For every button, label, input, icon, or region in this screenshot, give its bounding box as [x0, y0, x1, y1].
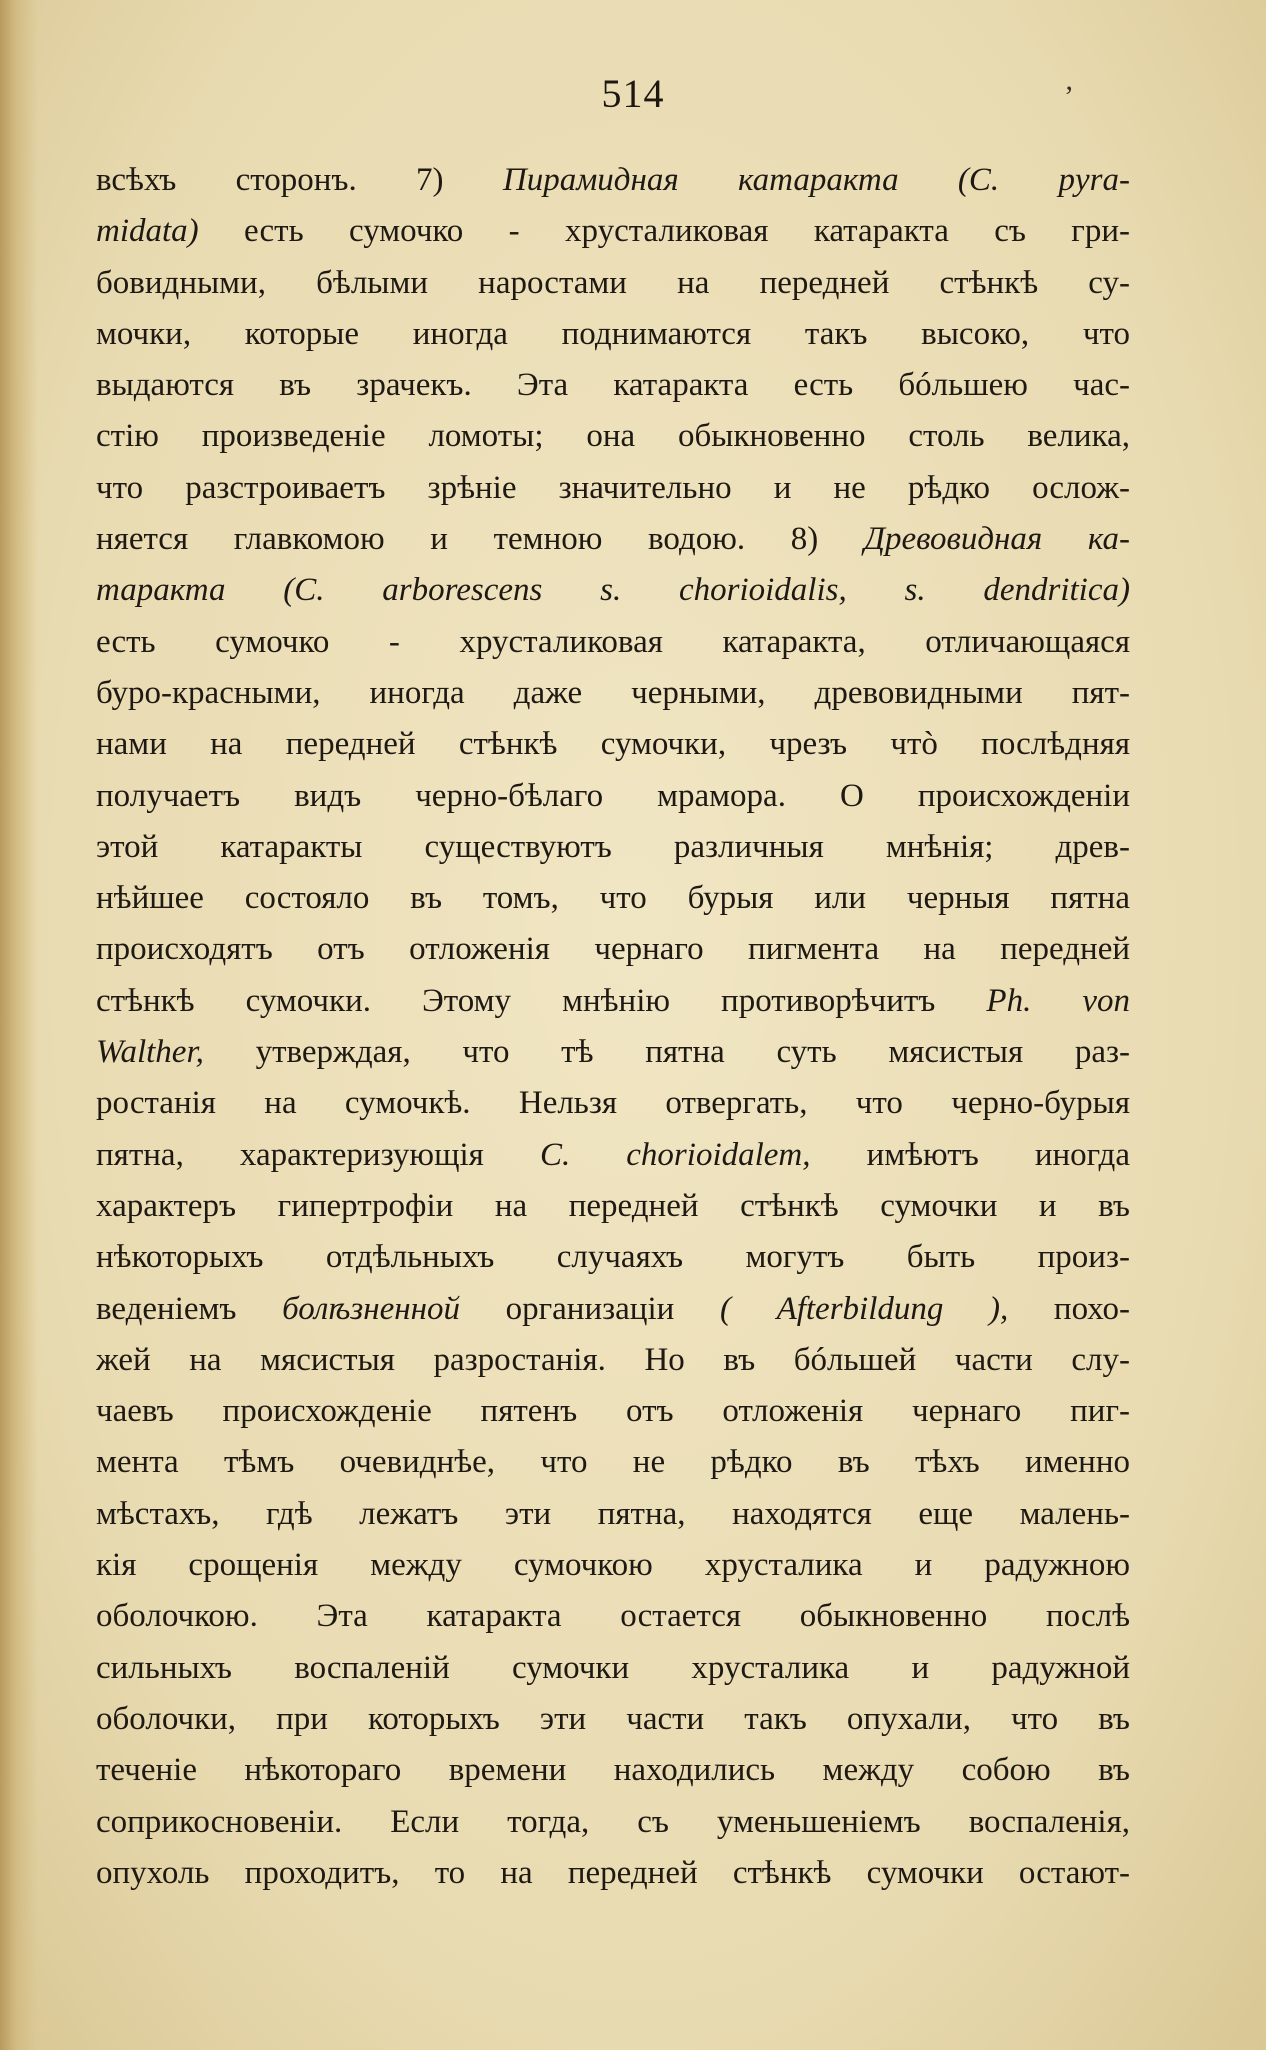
text-line [96, 976, 1130, 1027]
italic-text-run: C. chorioidalem, [539, 1136, 811, 1173]
text-line [96, 411, 1130, 462]
text-line [96, 1745, 1130, 1796]
text-run: бовидными, бѣлыми наростами на передней стѣнкѣ су- [96, 264, 1130, 301]
text-line [96, 309, 1130, 360]
text-run: пятна, характеризующія [96, 1136, 540, 1173]
text-run: соприкосновеніи. Если тогда, съ уменьшеніемъ воспаленія, [96, 1803, 1130, 1840]
text-run: что разстроиваетъ зрѣніе значительно и не рѣдко ослож- [96, 469, 1130, 506]
text-line [96, 565, 1130, 616]
text-line [96, 1335, 1130, 1386]
italic-text-run: Walther, [96, 1034, 204, 1071]
text-line [96, 1130, 1130, 1181]
text-run: этой катаракты существуютъ различныя мнѣнія; древ- [96, 828, 1130, 865]
text-run: всѣхъ сторонъ. 7) [96, 162, 503, 198]
body-text [96, 155, 1130, 1899]
text-run: мѣстахъ, гдѣ лежатъ эти пятна, находятся еще малень- [96, 1495, 1130, 1532]
text-line [96, 617, 1130, 668]
text-line [96, 1848, 1130, 1899]
italic-text-run: Древовидная ка- [863, 521, 1130, 558]
text-run: происходятъ отъ отложенія чернаго пигмента на передней [96, 931, 1130, 968]
text-line [96, 1591, 1130, 1642]
text-run: веденіемъ [96, 1290, 283, 1327]
text-run: организаціи [459, 1290, 720, 1327]
text-run: оболочкою. Эта катаракта остается обыкновенно послѣ [96, 1598, 1130, 1635]
text-run: есть сумочко - хрусталиковая катаракта съ гри- [198, 213, 1130, 250]
text-run: кія срощенія между сумочкою хрусталика и радужною [96, 1547, 1130, 1584]
text-run: мочки, которые иногда поднимаются такъ высоко, что [96, 315, 1130, 352]
text-run: ростанія на сумочкѣ. Нельзя отвергать, что черно-бурыя [96, 1085, 1130, 1122]
text-run: мента тѣмъ очевиднѣе, что не рѣдко въ тѣхъ именно [96, 1444, 1130, 1481]
text-line [96, 206, 1130, 257]
italic-text-run: midata) [96, 213, 199, 250]
text-run: теченіе нѣкотораго времени находились между собою въ [96, 1752, 1130, 1789]
italic-text-run: болѣзненной [282, 1290, 460, 1327]
text-line [96, 719, 1130, 770]
text-run: сильныхъ воспаленій сумочки хрусталика и радужной [96, 1649, 1130, 1686]
text-run: выдаются въ зрачекъ. Эта катаракта есть бóльшею час- [96, 367, 1130, 404]
text-line [96, 1284, 1130, 1335]
italic-text-run: Ph. von [986, 982, 1130, 1019]
text-line [96, 924, 1130, 975]
text-run: похо- [1008, 1290, 1130, 1327]
text-line [96, 463, 1130, 514]
corner-mark: ’ [1064, 80, 1074, 113]
text-line [96, 1437, 1130, 1488]
text-run: опухоль проходитъ, то на передней стѣнкѣ сумочки остают- [96, 1854, 1130, 1891]
text-run: буро-красными, иногда даже черными, древовидными пят- [96, 674, 1130, 711]
text-run: характеръ гипертрофіи на передней стѣнкѣ сумочки и въ [96, 1187, 1130, 1224]
text-line [96, 873, 1130, 924]
text-run: имѣютъ иногда [810, 1136, 1130, 1173]
text-line [96, 771, 1130, 822]
text-line [96, 1078, 1130, 1129]
italic-text-run: Пирамидная катаракта (C. pyra- [502, 162, 1130, 198]
text-line [96, 1386, 1130, 1437]
italic-text-run: таракта (C. arborescens s. chorioidalis, s. dendritica) [96, 572, 1130, 609]
text-line [96, 668, 1130, 719]
text-run: нѣкоторыхъ отдѣльныхъ случаяхъ могутъ быть произ- [96, 1239, 1130, 1276]
text-run: есть сумочко - хрусталиковая катаракта, отличающаяся [96, 623, 1130, 660]
page-number: 514 [601, 71, 665, 116]
text-line [96, 1181, 1130, 1232]
text-line [96, 258, 1130, 309]
text-line [96, 1797, 1130, 1848]
text-line [96, 514, 1130, 565]
italic-text-run: ( Afterbildung ), [719, 1290, 1009, 1327]
text-run: нѣйшее состояло въ томъ, что бурыя или черныя пятна [96, 880, 1130, 917]
text-line [96, 1694, 1130, 1745]
text-line [96, 360, 1130, 411]
page-gutter-shadow [0, 0, 38, 2050]
text-run: жей на мясистыя разростанія. Но въ бóльшей части слу- [96, 1341, 1130, 1378]
text-line [96, 1643, 1130, 1694]
text-run: получаетъ видъ черно-бѣлаго мрамора. О происхожденіи [96, 777, 1130, 814]
text-run: нами на передней стѣнкѣ сумочки, чрезъ чтò послѣдняя [96, 726, 1130, 763]
text-line [96, 1540, 1130, 1591]
text-run: стію произведеніе ломоты; она обыкновенно столь велика, [96, 418, 1130, 455]
text-run: утверждая, что тѣ пятна суть мясистыя раз- [203, 1034, 1130, 1071]
text-run: чаевъ происхожденіе пятенъ отъ отложенія чернаго пиг- [96, 1393, 1130, 1430]
text-run: стѣнкѣ сумочки. Этому мнѣнію противорѣчитъ [96, 982, 987, 1019]
text-line [96, 1232, 1130, 1283]
text-line [96, 822, 1130, 873]
text-line [96, 1027, 1130, 1078]
text-line [96, 1489, 1130, 1540]
text-run: оболочки, при которыхъ эти части такъ опухали, что въ [96, 1700, 1130, 1737]
text-line [96, 155, 1130, 206]
text-run: няется главкомою и темною водою. 8) [96, 521, 864, 558]
